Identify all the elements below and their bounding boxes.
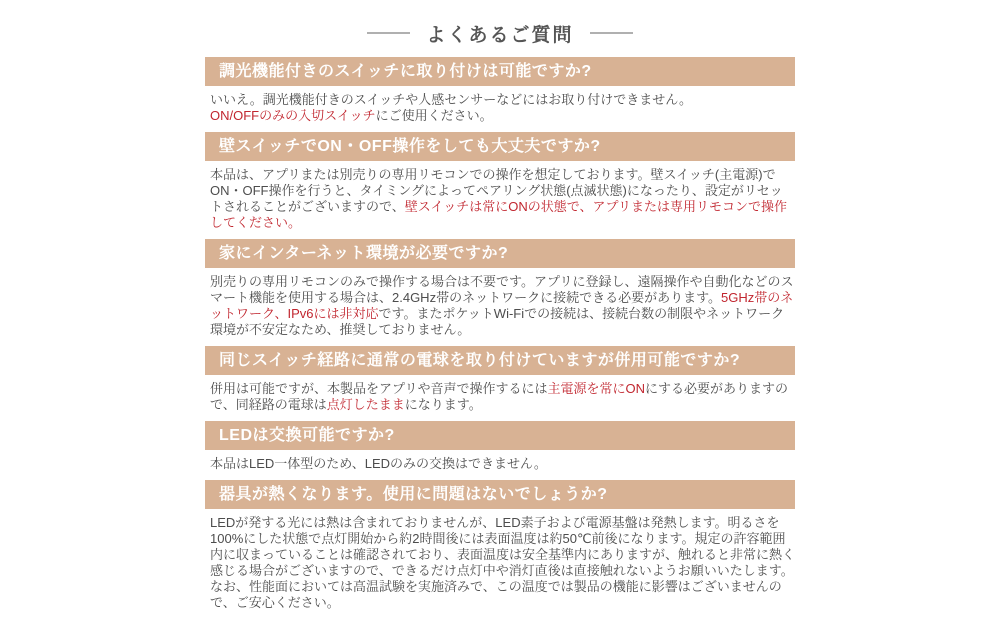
faq-question-bar: 同じスイッチ経路に通常の電球を取り付けていますが併用可能ですか? <box>205 346 795 375</box>
page-title: よくあるご質問 <box>426 24 574 46</box>
faq-answer <box>205 167 795 231</box>
answer-highlight-text: 主電源を常にON <box>547 381 645 396</box>
content-column <box>205 0 795 611</box>
faq-item-2 <box>205 132 795 231</box>
faq-answer <box>205 274 795 338</box>
answer-text: 併用は可能ですが、本製品をアプリや音声で操作するには <box>210 381 548 396</box>
faq-item-5 <box>205 421 795 472</box>
title-divider-right <box>590 32 633 34</box>
faq-list <box>205 57 795 611</box>
faq-answer <box>205 515 795 611</box>
faq-question-bar: 壁スイッチでON・OFF操作をしても大丈夫ですか? <box>205 132 795 161</box>
faq-answer <box>205 381 795 413</box>
faq-item-3 <box>205 239 795 338</box>
page-title-row <box>205 0 795 47</box>
answer-highlight-text: 点灯したまま <box>326 397 405 412</box>
title-divider-left <box>367 32 410 34</box>
faq-question-bar: LEDは交換可能ですか? <box>205 421 795 450</box>
faq-question-bar: 家にインターネット環境が必要ですか? <box>205 239 795 268</box>
faq-answer <box>205 456 795 472</box>
answer-text: にする必要がありますので、同経路の電球は <box>210 381 789 412</box>
answer-text: 本品はLED一体型のため、LEDのみの交換はできません。 <box>210 456 547 471</box>
answer-text: にご使用ください。 <box>375 108 493 123</box>
answer-text: 別売りの専用リモコンのみで操作する場合は不要です。アプリに登録し、遠隔操作や自動化などのスマート機能を使用する場合は、2.4GHz帯のネットワークに接続できる必要があります。 <box>210 274 794 305</box>
answer-highlight-text: ON/OFFのみの入切スイッチ <box>210 108 376 123</box>
faq-question-bar: 調光機能付きのスイッチに取り付けは可能ですか? <box>205 57 795 86</box>
answer-text: LEDが発する光には熱は含まれておりませんが、LED素子および電源基盤は発熱します。明るさを100%にした状態で点灯開始から約2時間後には表面温度は約50℃前後になります。規定の許容範囲内に収まっていることは確認されており、表面温度は安全基準内にありますが、触れると非常に熱く感じる場合がございますので、できるだけ点灯中や消灯直後は直接触れないようお願いいたします。なお、性能面においては高温試験を実施済みで、この温度では製品の機能に影響はございませんので、ご安心ください。 <box>210 515 796 610</box>
answer-text: になります。 <box>404 397 482 412</box>
answer-highlight-text: 5GHz帯のネットワーク、IPv6には非対応 <box>210 290 794 321</box>
faq-item-1 <box>205 57 795 124</box>
faq-item-6 <box>205 480 795 611</box>
faq-question-bar: 器具が熱くなります。使用に問題はないでしょうか? <box>205 480 795 509</box>
answer-text: 本品は、アプリまたは別売りの専用リモコンでの操作を想定しております。壁スイッチ(主電源)でON・OFF操作を行うと、タイミングによってペアリング状態(点滅状態)になったり、設定がリセットされることがございますので、 <box>210 167 783 214</box>
faq-answer <box>205 92 795 124</box>
faq-item-4 <box>205 346 795 413</box>
answer-text: です。またポケットWi-Fiでの接続は、接続台数の制限やネットワーク環境が不安定なため、推奨しておりません。 <box>210 306 785 337</box>
answer-highlight-text: 壁スイッチは常にONの状態で、アプリまたは専用リモコンで操作してください。 <box>210 199 787 230</box>
answer-text: いいえ。調光機能付きのスイッチや人感センサーなどにはお取り付けできません。 <box>210 92 693 107</box>
